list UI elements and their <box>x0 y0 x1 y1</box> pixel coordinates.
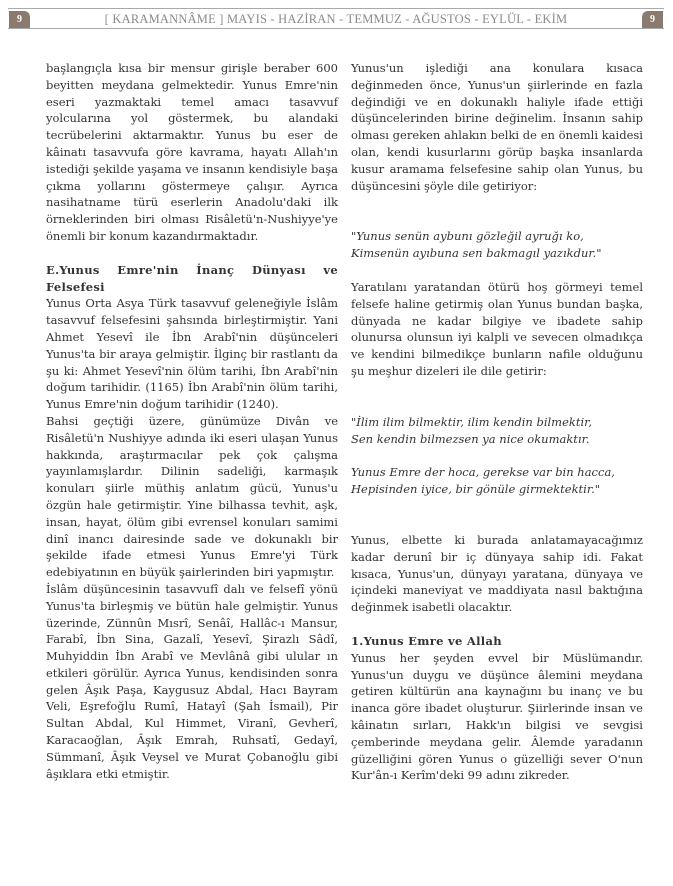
paragraph: Yunus, elbette ki burada anlatamayacağımız kadar derunî bir iç dünyaya sahip idi. Fakat kısaca, Yunus'un, dünyayı yaratana, dünyaya ve içindeki maneviyat ve maddiyata nasıl baktığına değinmek isabetli olacaktır. <box>351 532 643 615</box>
quote-line: "İlim ilim bilmektir, ilim kendin bilmektir, <box>351 414 593 429</box>
quote-line: Hepisinden iyice, bir gönüle girmektektir." <box>351 482 601 497</box>
paragraph: Yunus Orta Asya Türk tasavvuf geleneğiyle İslâm tasavvuf felsefesini şahsında birleştirmiştir. Yani Ahmet Yesevî ile İbn Arabî'nin düşünceleri Yunus'ta bir araya gelmiştir. İlginç bir rastlantı da şu ki: Ahmet Yesevî'nin ölüm tarihi, İbn Arabî'nin doğum tarihidir. (1165) İbn Arabî'nin ölüm tarihi, Yunus Emre'nin doğum tarihidir (1240). <box>46 296 338 412</box>
spacer <box>351 380 643 414</box>
section-heading: 1.Yunus Emre ve Allah <box>351 633 502 648</box>
spacer <box>351 616 643 633</box>
paragraph: İslâm düşüncesinin tasavvufî dalı ve felsefî yönü Yunus'ta birleşmiş ve bütün hale gelmiştir. Yunus üzerinde, Zünnûn Mısrî, Senâî, Hallâc-ı Mansur, Farabî, İbn Sina, Gazalî, Yesevî, Şirazlı Sâdî, Muhyiddin İbn Arabî ve Mevlânâ gibi ulular ın etkileri görülür. Ayrıca Yunus, kendisinden sonra gelen Âşık Paşa, Kaygusuz Abdal, Hacı Bayram Veli, Eşrefoğlu Rumî, Hatayî (Şah İsmail), Pir Sultan Abdal, Kul Himmet, Viranî, Gevherî, Karacaoğlan, Âşık Emrah, Ruhsatî, Gedayî, Sümmanî, Âşık Veysel ve Murat Çobanoğlu gibi âşıklara etki etmiştir. <box>46 581 338 781</box>
paragraph: Yaratılanı yaratandan ötürü hoş görmeyi temel felsefe haline getirmiş olan Yunus bundan başka, dünyada ne kadar bilgiye ve ibadete sahip olunursa olunsun iyi kalpli ve sevecen olmadıkça ve kendini bilmedikçe bunların nafile olduğunu şu meşhur dizeleri ile dile getirir: <box>351 279 643 378</box>
quote-line: "Yunus senün aybunı gözleğil ayruğı ko, <box>351 229 584 244</box>
page-number-left: 9 <box>9 11 30 28</box>
spacer <box>46 245 338 262</box>
quote-line: Kimsenün ayıbuna sen bakmagıl yazıkdur." <box>351 246 602 261</box>
header-title: [ KARAMANNÂME ] MAYIS - HAZİRAN - TEMMUZ - AĞUSTOS - EYLÜL - EKİM <box>104 12 568 26</box>
spacer <box>351 447 643 464</box>
section-heading: E.Yunus Emre'nin İnanç Dünyası ve Felsefesi <box>46 262 338 294</box>
spacer <box>351 498 643 532</box>
quote-line: Yunus Emre der hoca, gerekse var bin hacca, <box>351 465 615 480</box>
page-number-right: 9 <box>642 11 663 28</box>
paragraph: Yunus her şeyden evvel bir Müslümandır. Yunus'un duygu ve düşünce âlemini meydana getiren kültürün ana kaynağını bu inanç ve bu inanca göre ibadet oluşturur. Şiirlerinde insan ve kâinatın sırları, Hakk'ın bilgisi ve sevgisi çemberinde meydana gelir. Âlemde yaradanın güzelliğini gören Yunus o güzelliği sever O'nun Kur'ân-ı Kerîm'deki 99 adını zikreder. <box>351 650 643 783</box>
right-column <box>351 60 643 784</box>
paragraph: Bahsi geçtiği üzere, günümüze Divân ve Risâletü'n Nushiyye adında iki eseri ulaşan Yunus hakkında, araştırmacılar pek çok çalışma yayınlamışlardır. Dilinin sadeliği, karmaşık konuları şiirle müthiş anlatım gücü, Yunus'u özgün hale getirmiştir. Yine bilhassa tevhit, aşk, insan, hayat, ölüm gibi evrensel konuları samimi dinî inancı dairesinde sade ve dokunaklı bir şekilde ifade etmesi Yunus Emre'yi Türk edebiyatının en büyük şairlerinden biri yapmıştır. <box>46 413 338 580</box>
spacer <box>351 194 643 228</box>
paragraph: başlangıçla kısa bir mensur girişle beraber 600 beyitten meydana gelmektedir. Yunus Emre'nin eseri yazmaktaki temel amacı tasavvuf yolcularına yol göstermek, bu alandaki tecrübelerini aktarmaktır. Yunus bu eser de kâinatı tasavvufa göre kavrama, hayatı Allah'ın istediği şekilde yaşama ve insanın kendisiyle başa çıkma yollarını göstermeye çalışır. Ayrıca nasihatname türü eserlerin Anadolu'daki ilk örneklerinden biri olması Risâletü'n-Nushiyye'ye önemli bir konum kazandırmaktadır. <box>46 61 338 243</box>
quote-line: Sen kendin bilmezsen ya nice okumaktır. <box>351 431 590 446</box>
spacer <box>351 262 643 279</box>
page-header <box>8 8 664 29</box>
left-column <box>46 60 338 782</box>
paragraph: Yunus'un işlediği ana konulara kısaca değinmeden önce, Yunus'un şiirlerinde en fazla değindiği ve en dokunaklı haliyle ifade ettiği düşüncelerinden birine değinelim. İnsanın sahip olması gereken ahlakın belki de en önemli kaidesi olan, kendi kusurlarını görüp başka insanlarda kusur aramama felsefesine sahip olan Yunus, bu düşüncesini şöyle dile getiriyor: <box>351 61 643 193</box>
